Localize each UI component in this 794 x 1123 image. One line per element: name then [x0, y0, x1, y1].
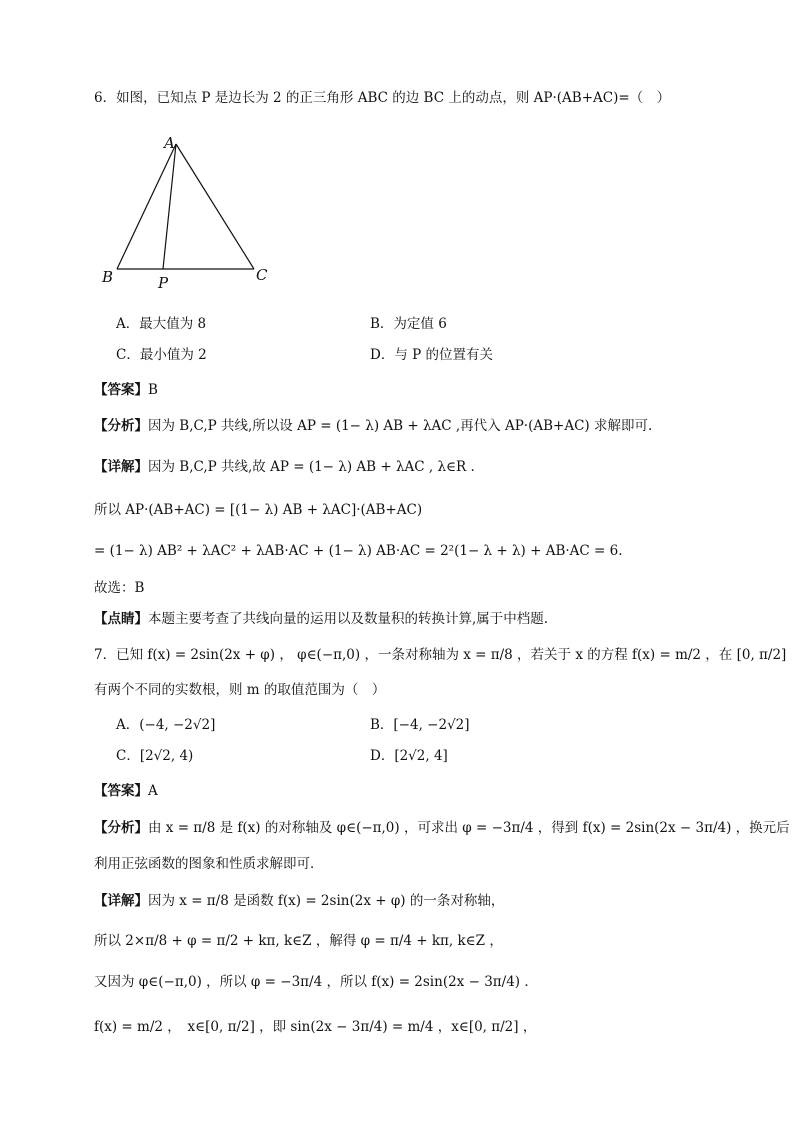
q7-analysis-line: [94, 818, 790, 838]
q6-answer-tag: 【答案】: [94, 382, 148, 398]
q6-detail-3: = (1− λ) AB² + λAC² + λAB·AC + (1− λ) AB·AC = 2²(1− λ + λ) + AB·AC = 6.: [94, 543, 623, 559]
label-c: C: [256, 266, 268, 284]
q7-stem-2: 有两个不同的实数根，则 m 的取值范围为（ ）: [94, 682, 386, 698]
q7-stem-1: 7．已知 f(x) = 2sin(2x + φ) ， φ∈(−π,0) ，一条对称轴为 x = π/8 ，若关于 x 的方程 f(x) = m/2 ，在 [0, π/2]: [94, 647, 787, 663]
q6-option-d[interactable]: D．与 P 的位置有关: [370, 347, 493, 363]
q7-detail-line-1: [94, 891, 504, 911]
q7-detail-2: 所以 2×π/8 + φ = π/2 + kπ, k∈Z ，解得 φ = π/4 + kπ, k∈Z ，: [94, 933, 503, 949]
q6-option-a[interactable]: A．最大值为 8: [116, 316, 207, 332]
q7-analysis-2: 利用正弦函数的图象和性质求解即可．: [94, 856, 324, 872]
q6-stem: 6．如图，已知点 P 是边长为 2 的正三角形 ABC 的边 BC 上的动点，则 AP·(AB+AC)=（ ）: [94, 90, 671, 106]
q6-detail-2: 所以 AP·(AB+AC) = [(1− λ) AB + λAC]·(AB+AC): [94, 502, 423, 518]
q7-detail-tag: 【详解】: [94, 893, 148, 909]
q6-analysis-tag: 【分析】: [94, 418, 148, 434]
q7-analysis-1: 由 x = π/8 是 f(x) 的对称轴及 φ∈(−π,0) ，可求出 φ = −3π/4 ，得到 f(x) = 2sin(2x − 3π/4) ，换元后: [148, 820, 790, 836]
edge-ab: [117, 144, 176, 269]
q7-option-c[interactable]: C．[2√2, 4): [116, 748, 194, 764]
q7-answer-line: [94, 781, 158, 801]
edge-ac: [176, 144, 254, 269]
q6-analysis-line: [94, 416, 652, 436]
q7-answer-tag: 【答案】: [94, 783, 148, 799]
q6-option-b[interactable]: B．为定值 6: [370, 316, 447, 332]
q6-answer-line: [94, 380, 158, 400]
triangle-figure: [96, 132, 296, 292]
q7-option-b[interactable]: B．[−4, −2√2]: [370, 717, 470, 733]
q6-detail-tag: 【详解】: [94, 459, 148, 475]
q6-option-c[interactable]: C．最小值为 2: [116, 347, 207, 363]
q7-detail-4: f(x) = m/2 ， x∈[0, π/2] ，即 sin(2x − 3π/4) = m/4 ，x∈[0, π/2] ，: [94, 1019, 537, 1035]
q7-option-a[interactable]: A．(−4, −2√2]: [116, 717, 216, 733]
q6-detail-line-1: [94, 457, 475, 477]
label-a: A: [164, 134, 175, 152]
q6-comment-line: [94, 609, 548, 629]
label-b: B: [102, 268, 114, 286]
q6-comment-tag: 【点睛】: [94, 611, 148, 627]
q7-answer: A: [148, 783, 158, 799]
label-p: P: [158, 274, 169, 292]
q6-analysis: 因为 B,C,P 共线,所以设 AP = (1− λ) AB + λAC ,再代入 AP·(AB+AC) 求解即可.: [148, 418, 653, 434]
q6-comment: 本题主要考查了共线向量的运用以及数量积的转换计算,属于中档题.: [148, 611, 549, 627]
q7-option-d[interactable]: D．[2√2, 4]: [370, 748, 448, 764]
q6-choice: 故选：B: [94, 580, 145, 596]
q7-analysis-tag: 【分析】: [94, 820, 148, 836]
q6-detail-1: 因为 B,C,P 共线,故 AP = (1− λ) AB + λAC , λ∈R .: [148, 459, 475, 475]
q7-detail-1: 因为 x = π/8 是函数 f(x) = 2sin(2x + φ) 的一条对称轴，: [148, 893, 505, 909]
q7-detail-3: 又因为 φ∈(−π,0) ，所以 φ = −3π/4 ，所以 f(x) = 2sin(2x − 3π/4) ．: [94, 974, 538, 990]
segment-ap: [163, 144, 176, 269]
q6-answer: B: [148, 382, 158, 398]
